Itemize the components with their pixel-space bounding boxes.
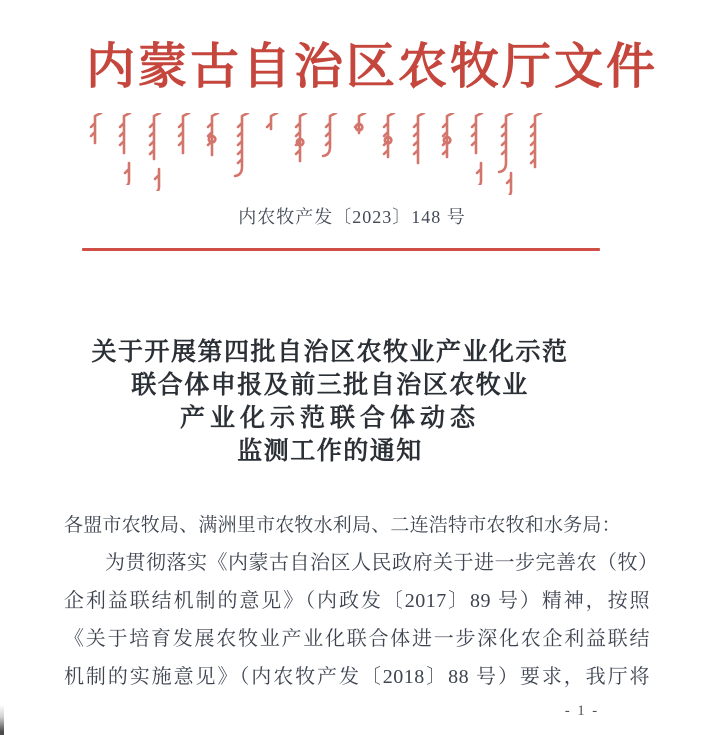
red-divider-line bbox=[82, 248, 600, 251]
title-line-1: 关于开展第四批自治区农牧业产业化示范 bbox=[91, 339, 569, 366]
mongolian-word-glyph bbox=[262, 113, 282, 143]
mongolian-word-glyph bbox=[438, 113, 458, 171]
letterhead-org-title: 内蒙古自治区农牧厅文件 bbox=[86, 39, 659, 94]
mongolian-word-glyph bbox=[174, 113, 194, 167]
mongolian-script-banner bbox=[86, 113, 546, 197]
scan-edge-artifact bbox=[0, 705, 4, 735]
mongolian-word-glyph bbox=[321, 113, 341, 161]
mongolian-word-glyph bbox=[350, 113, 370, 147]
mongolian-word-glyph bbox=[203, 113, 223, 169]
mongolian-word-glyph bbox=[467, 113, 487, 185]
mongolian-word-glyph bbox=[379, 113, 399, 171]
mongolian-word-glyph bbox=[86, 113, 106, 157]
mongolian-word-glyph bbox=[145, 113, 165, 191]
title-line-2: 联合体申报及前三批自治区农牧业 bbox=[131, 372, 529, 399]
mongolian-word-glyph bbox=[115, 113, 135, 185]
salutation-line: 各盟市农牧局、满洲里市农牧水利局、二连浩特市农牧和水务局： bbox=[64, 515, 621, 536]
mongolian-word-glyph bbox=[497, 113, 517, 195]
paragraph-line-2: 企利益联结机制的意见》（内政发〔2017〕89 号）精神，按照 bbox=[64, 590, 650, 612]
mongolian-word-glyph bbox=[409, 113, 429, 177]
title-line-3: 产业化示范联合体动态 bbox=[179, 405, 480, 432]
mongolian-word-glyph bbox=[233, 113, 253, 181]
paragraph-line-3: 《关于培育发展农牧业产业化联合体进一步深化农企利益联结 bbox=[64, 628, 650, 650]
document-number: 内农牧产发〔2023〕148 号 bbox=[238, 207, 466, 227]
paragraph-line-1: 为贯彻落实《内蒙古自治区人民政府关于进一步完善农（牧） bbox=[105, 552, 659, 574]
mongolian-word-glyph bbox=[526, 113, 546, 181]
title-line-4: 监测工作的通知 bbox=[237, 438, 423, 465]
body-paragraph bbox=[64, 544, 659, 696]
document-title bbox=[0, 336, 660, 468]
paragraph-line-4: 机制的实施意见》（内农牧产发〔2018〕88 号）要求，我厅将 bbox=[64, 666, 650, 688]
page-number: - 1 - bbox=[564, 703, 600, 719]
mongolian-word-glyph bbox=[291, 113, 311, 175]
